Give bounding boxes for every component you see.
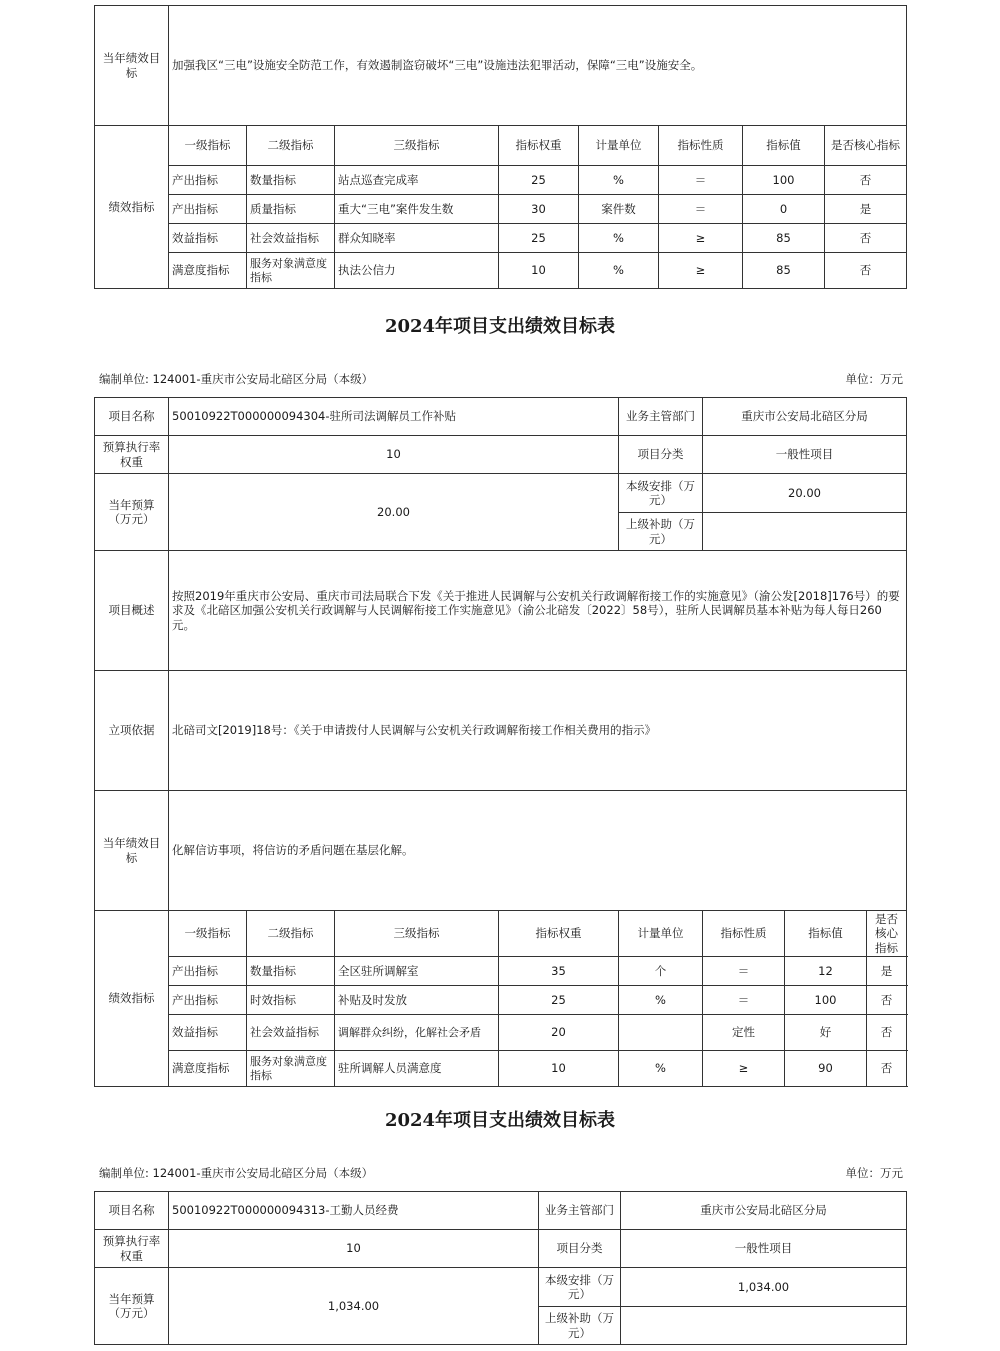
cell: % — [579, 224, 659, 253]
cell: % — [579, 166, 659, 195]
cell: 个 — [619, 957, 703, 986]
cell: 是 — [825, 195, 907, 224]
cell: 补贴及时发放 — [335, 986, 499, 1015]
cell: 否 — [867, 1051, 907, 1087]
cell: 否 — [867, 986, 907, 1015]
cell: 执法公信力 — [335, 253, 499, 289]
cell: 时效指标 — [247, 986, 335, 1015]
cell: 否 — [867, 1015, 907, 1051]
cell: 案件数 — [579, 195, 659, 224]
category-value: 一般性项目 — [621, 1230, 907, 1268]
cell: 10 — [499, 1051, 619, 1087]
cell: 数量指标 — [247, 957, 335, 986]
header-cell: 指标性质 — [703, 911, 785, 957]
cell: 驻所调解人员满意度 — [335, 1051, 499, 1087]
upper-label: 上级补助（万元） — [539, 1307, 621, 1345]
table-row — [95, 1015, 907, 1051]
cell: 85 — [743, 224, 825, 253]
cell: 100 — [785, 986, 867, 1015]
rate-weight-value: 10 — [169, 436, 619, 474]
dept-label: 业务主管部门 — [619, 398, 703, 436]
overview-text: 按照2019年重庆市公安局、重庆市司法局联合下发《关于推进人民调解与公安机关行政调解衔接工作的实施意见》（渝公发[2018]176号）的要求及《北碚区加强公安机关行政调解与人民调解衔接工作实施意见》（渝公北碚发〔2022〕58号），驻所人民调解员基本补贴为每人每日260元。 — [169, 551, 907, 671]
cell: ＝ — [703, 986, 785, 1015]
header-cell: 是否核心指标 — [867, 911, 907, 957]
cell: 25 — [499, 166, 579, 195]
category-label: 项目分类 — [619, 436, 703, 474]
header-cell: 是否核心指标 — [825, 126, 907, 166]
cell — [619, 1015, 703, 1051]
upper-label: 上级补助（万元） — [619, 513, 703, 551]
table-row — [95, 253, 907, 289]
cell: 效益指标 — [169, 1015, 247, 1051]
budget-value: 20.00 — [169, 474, 619, 551]
cell: 100 — [743, 166, 825, 195]
table-row — [95, 224, 907, 253]
cell: 社会效益指标 — [247, 224, 335, 253]
header-cell: 指标值 — [785, 911, 867, 957]
goal-label: 当年绩效目标 — [95, 791, 169, 911]
cell: 20 — [499, 1015, 619, 1051]
page-title: 2024年项目支出绩效目标表 — [384, 316, 616, 337]
budget-label: 当年预算（万元） — [95, 474, 169, 551]
header-cell: 指标权重 — [499, 911, 619, 957]
cell: ＝ — [659, 166, 743, 195]
cell: % — [619, 986, 703, 1015]
cell: 效益指标 — [169, 224, 247, 253]
cell: 产出指标 — [169, 986, 247, 1015]
perf-label: 绩效指标 — [95, 126, 169, 289]
cell: 否 — [825, 166, 907, 195]
budget-label: 当年预算（万元） — [95, 1268, 169, 1345]
header-cell: 指标权重 — [499, 126, 579, 166]
unit-org: 编制单位: 124001-重庆市公安局北碚区分局（本级） — [99, 1166, 374, 1180]
local-label: 本级安排（万元） — [539, 1268, 621, 1307]
cell: 定性 — [703, 1015, 785, 1051]
header-cell: 指标性质 — [659, 126, 743, 166]
cell: 是 — [867, 957, 907, 986]
header-cell: 三级指标 — [335, 126, 499, 166]
page-title: 2024年项目支出绩效目标表 — [384, 1110, 616, 1131]
cell: ＝ — [703, 957, 785, 986]
cell: 服务对象满意度指标 — [247, 1051, 335, 1087]
local-value: 20.00 — [703, 474, 907, 513]
table-row — [95, 1051, 907, 1087]
local-value: 1,034.00 — [621, 1268, 907, 1307]
cell: 否 — [825, 224, 907, 253]
cell: ≥ — [659, 224, 743, 253]
unit-money: 单位：万元 — [845, 1166, 903, 1180]
cell: 满意度指标 — [169, 1051, 247, 1087]
cell: 群众知晓率 — [335, 224, 499, 253]
cell: 服务对象满意度指标 — [247, 253, 335, 289]
table-row — [95, 166, 907, 195]
header-cell: 一级指标 — [169, 911, 247, 957]
category-value: 一般性项目 — [703, 436, 907, 474]
header-cell: 计量单位 — [619, 911, 703, 957]
cell: 好 — [785, 1015, 867, 1051]
cell: 调解群众纠纷，化解社会矛盾 — [335, 1015, 499, 1051]
project-name: 50010922T000000094313-工勤人员经费 — [169, 1192, 539, 1230]
cell: 30 — [499, 195, 579, 224]
cell: ＝ — [659, 195, 743, 224]
rate-weight-label: 预算执行率权重 — [95, 436, 169, 474]
header-cell: 指标值 — [743, 126, 825, 166]
local-label: 本级安排（万元） — [619, 474, 703, 513]
cell: 质量指标 — [247, 195, 335, 224]
header-cell: 三级指标 — [335, 911, 499, 957]
rate-weight-value: 10 — [169, 1230, 539, 1268]
upper-value — [621, 1307, 907, 1345]
category-label: 项目分类 — [539, 1230, 621, 1268]
cell: 90 — [785, 1051, 867, 1087]
table-row — [95, 986, 907, 1015]
project-name-label: 项目名称 — [95, 1192, 169, 1230]
cell: 35 — [499, 957, 619, 986]
dept-value: 重庆市公安局北碚区分局 — [621, 1192, 907, 1230]
goal-text: 化解信访事项，将信访的矛盾问题在基层化解。 — [169, 791, 907, 911]
header-cell: 一级指标 — [169, 126, 247, 166]
cell: 10 — [499, 253, 579, 289]
cell: % — [579, 253, 659, 289]
section3-table — [94, 1191, 907, 1345]
budget-value: 1,034.00 — [169, 1268, 539, 1345]
cell: % — [619, 1051, 703, 1087]
dept-value: 重庆市公安局北碚区分局 — [703, 398, 907, 436]
table-row — [95, 957, 907, 986]
cell: 85 — [743, 253, 825, 289]
cell: 重大“三电”案件发生数 — [335, 195, 499, 224]
header-cell: 二级指标 — [247, 911, 335, 957]
project-name-label: 项目名称 — [95, 398, 169, 436]
cell: 产出指标 — [169, 195, 247, 224]
goal-label: 当年绩效目标 — [95, 6, 169, 126]
header-cell: 二级指标 — [247, 126, 335, 166]
upper-value — [703, 513, 907, 551]
cell: 全区驻所调解室 — [335, 957, 499, 986]
perf-label: 绩效指标 — [95, 911, 169, 1087]
cell: 0 — [743, 195, 825, 224]
cell: 25 — [499, 224, 579, 253]
unit-money: 单位：万元 — [845, 372, 903, 386]
table-row — [95, 195, 907, 224]
basis-text: 北碚司文[2019]18号：《关于申请拨付人民调解与公安机关行政调解衔接工作相关费用的指示》 — [169, 671, 907, 791]
dept-label: 业务主管部门 — [539, 1192, 621, 1230]
cell: 产出指标 — [169, 166, 247, 195]
cell: 否 — [825, 253, 907, 289]
cell: 12 — [785, 957, 867, 986]
cell: 25 — [499, 986, 619, 1015]
unit-org: 编制单位: 124001-重庆市公安局北碚区分局（本级） — [99, 372, 374, 386]
cell: 满意度指标 — [169, 253, 247, 289]
cell: 数量指标 — [247, 166, 335, 195]
cell: 产出指标 — [169, 957, 247, 986]
section2-table — [94, 397, 907, 1087]
basis-label: 立项依据 — [95, 671, 169, 791]
cell: 社会效益指标 — [247, 1015, 335, 1051]
rate-weight-label: 预算执行率权重 — [95, 1230, 169, 1268]
cell: 站点巡查完成率 — [335, 166, 499, 195]
overview-label: 项目概述 — [95, 551, 169, 671]
header-cell: 计量单位 — [579, 126, 659, 166]
cell: ≥ — [703, 1051, 785, 1087]
goal-text: 加强我区“三电”设施安全防范工作，有效遏制盗窃破坏“三电”设施违法犯罪活动，保障“三电”设施安全。 — [169, 6, 907, 126]
cell: ≥ — [659, 253, 743, 289]
project-name: 50010922T000000094304-驻所司法调解员工作补贴 — [169, 398, 619, 436]
section1-table — [94, 5, 907, 289]
